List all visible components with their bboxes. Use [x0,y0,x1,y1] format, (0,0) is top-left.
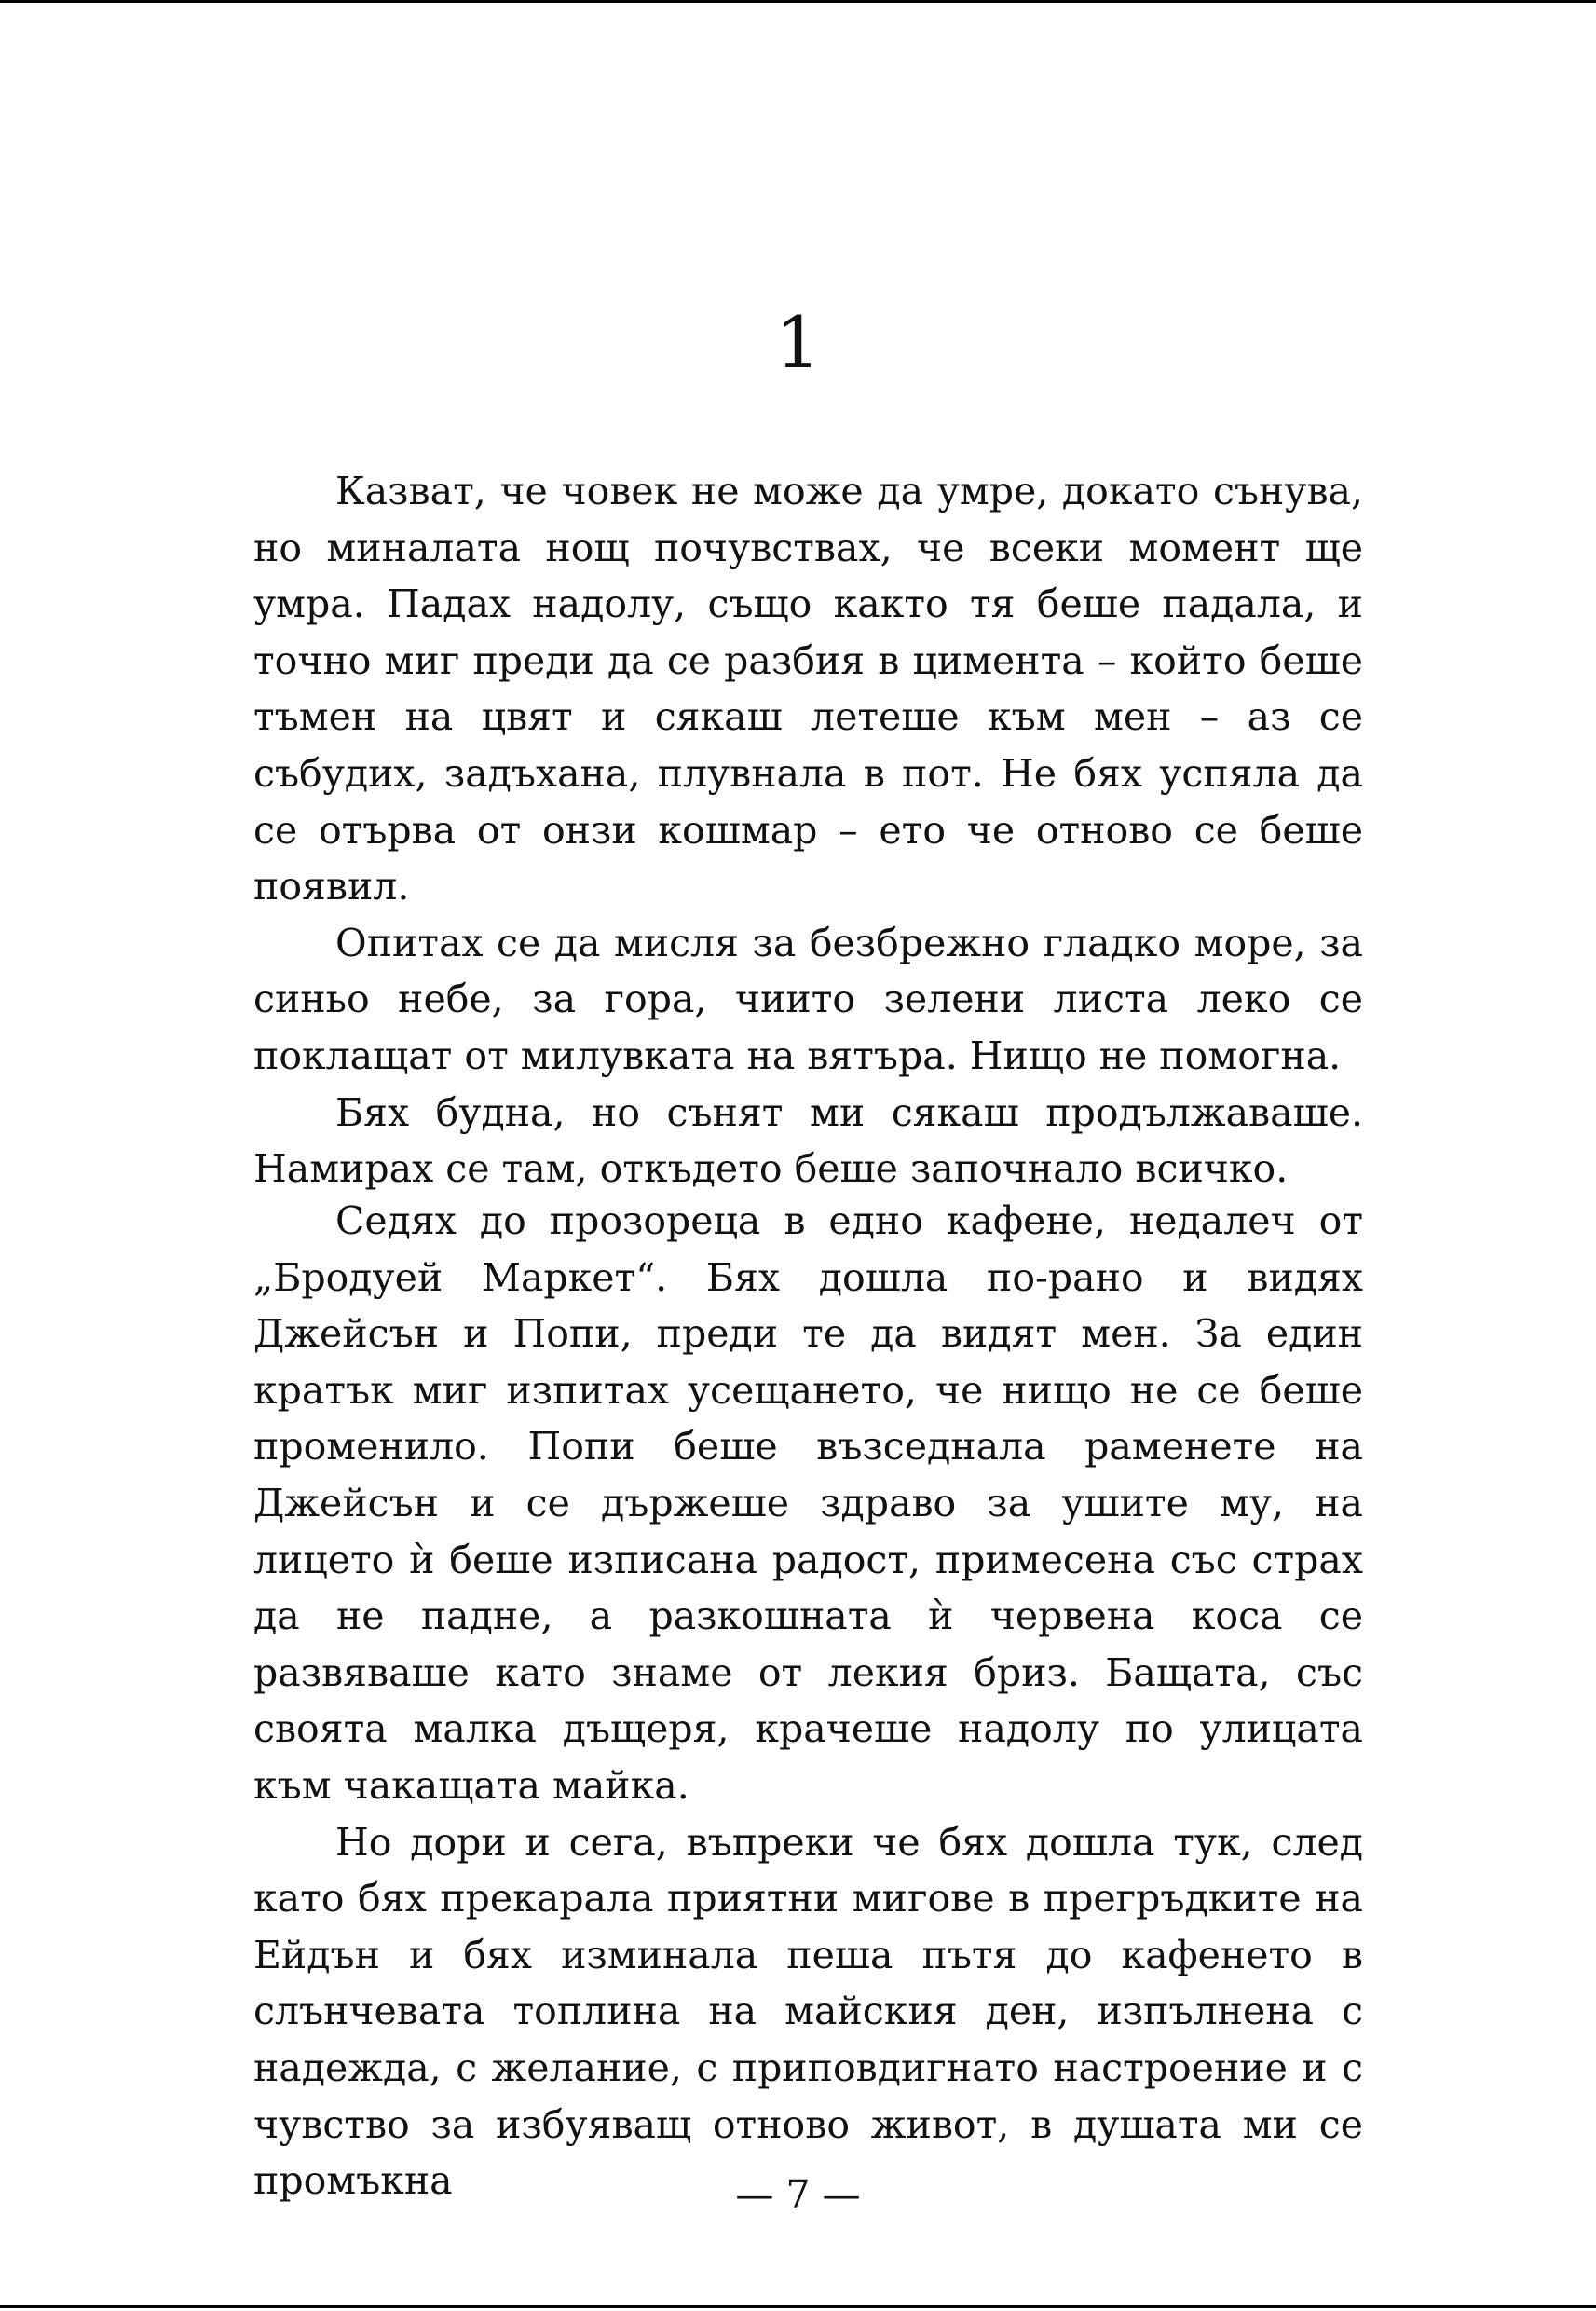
paragraph: Бях будна, но сънят ми сякаш продължаваше. Намирах се там, откъдето беше започнало всичко. [253,1089,1363,1192]
paragraph: Казват, че човек не може да умре, докато сънува, но миналата нощ почувствах, че всеки момент ще умра. Падах надолу, също както тя беше падала, и точно миг преди да се разбия в цимента – който беше тъмен на цвят и сякаш летеше към мен – аз се събудих, задъхана, плувнала в пот. Не бях успяла да се отърва от онзи кошмар – ето че отново се беше появил. [253,469,1363,909]
paragraph: Седях до прозореца в едно кафене, недалеч от „Бродуей Маркет“. Бях дошла по-рано и видях Джейсън и Попи, преди те да видят мен. За един кратък миг изпитах усещането, че нищо не се беше променило. Попи беше възседнала раменете на Джейсън и се държеше здраво за ушите му, на лицето ѝ беше изписана радост, примесена със страх да не падне, а разкошната ѝ червена коса се развяваше като знаме от лекия бриз. Бащата, със своята малка дъщеря, крачеше надолу по улицата към чакащата майка. [253,1198,1363,1808]
section-2 [253,1193,1363,2209]
paragraph: Но дори и сега, въпреки че бях дошла тук, след като бях прекарала приятни мигове в прегръдките на Ейдън и бях изминала пеша пътя до кафенето в слънчевата топлина на майския ден, изпълнена с надежда, с желание, с приповдигнато настроение и с чувство за избуяващ отново живот, в душата ми се промъкна [253,1819,1363,2204]
top-border-line [0,0,1596,3]
section-1 [253,463,1363,1197]
paragraph: Опитах се да мисля за безбрежно гладко море, за синьо небе, за гора, чиито зелени листа леко се поклащат от милувката на вятъра. Нищо не помогна. [253,920,1363,1078]
bottom-border-line [0,2305,1596,2308]
chapter-number: 1 [775,301,821,384]
page-number: — 7 — [735,2172,861,2217]
